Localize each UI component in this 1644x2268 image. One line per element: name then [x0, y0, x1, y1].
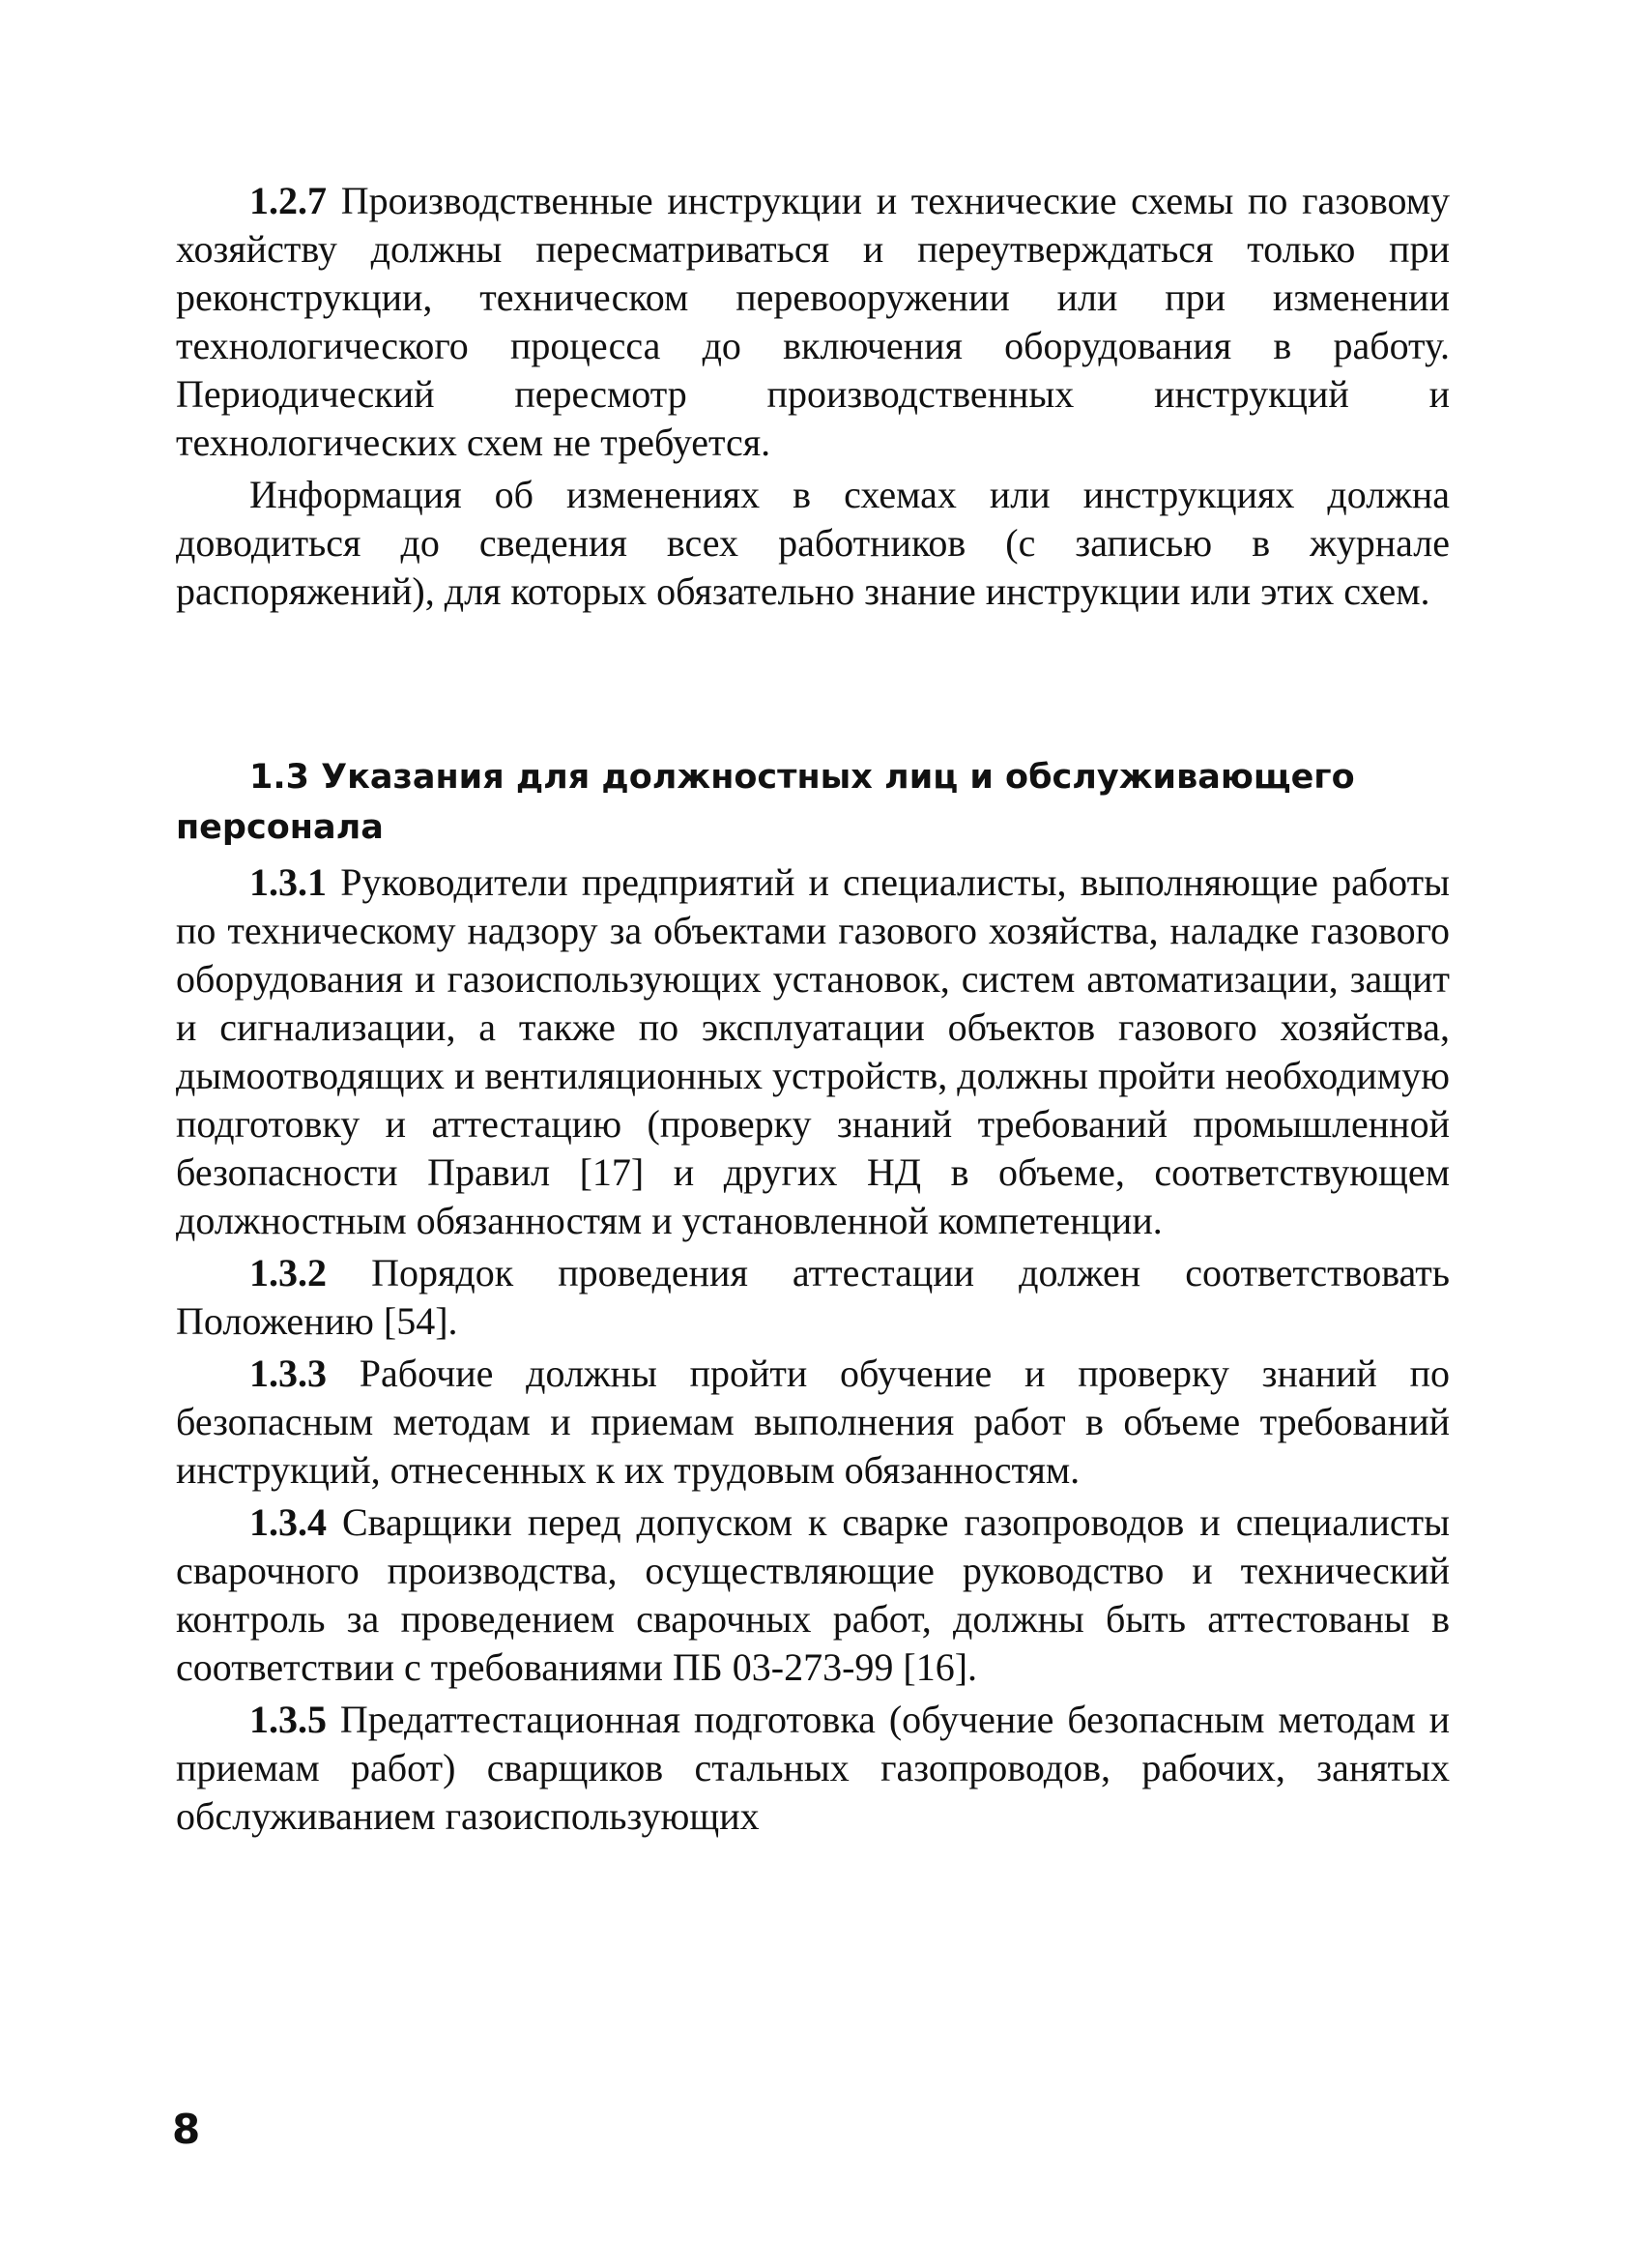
clause-text: Порядок проведения аттестации должен соответствовать Положению [54]. — [176, 1251, 1451, 1343]
paragraph-1-3-4 — [176, 1498, 1450, 1692]
clause-text: Сварщики перед допуском к сварке газопроводов и специалисты сварочного производства, осуществляющие руководство и технический контроль за проведением сварочных работ, должны быть аттестованы в соответствии с требованиями ПБ 03-273-99 [16]. — [176, 1500, 1450, 1689]
clause-text: Руководители предприятий и специалисты, выполняющие работы по техническому надзору за объектами газового хозяйства, наладке газового оборудования и газоиспользующих установок, систем автоматизации, защит и сигнализации, а также по эксплуатации объектов газового хозяйства, дымоотводящих и вентиляционных устройств, должны пройти необходимую подготовку и аттестацию (проверку знаний требований промышленной безопасности Правил [17] и других НД в объеме, соответствующем должностным обязанностям и установленной компетенции. — [176, 860, 1451, 1242]
paragraph-1-2-7 — [176, 177, 1450, 467]
clause-text: Рабочие должны пройти обучение и проверку знаний по безопасным методам и приемам выполнения работ в объеме требований инструкций, отнесенных к их трудовым обязанностям. — [176, 1352, 1451, 1492]
paragraph-1-3-1 — [176, 858, 1450, 1245]
clause-number: 1.3.5 — [249, 1698, 327, 1741]
clause-number: 1.3.1 — [249, 860, 327, 904]
clause-number: 1.2.7 — [249, 179, 327, 222]
clause-text: Производственные инструкции и технические схемы по газовому хозяйству должны пересматриваться и переутверждаться только при реконструкции, техническом перевооружении или при изменении технологического процесса до включения оборудования в работу. Периодический пересмотр производственных инструкций и технологических схем не требуется. — [176, 179, 1451, 464]
section-1-3-items — [176, 858, 1450, 1841]
section-1-2-7 — [176, 177, 1450, 616]
clause-number: 1.3.4 — [249, 1500, 327, 1544]
paragraph-1-3-5 — [176, 1696, 1450, 1841]
clause-text: Предаттестационная подготовка (обучение безопасным методам и приемам работ) сварщиков стальных газопроводов, рабочих, занятых обслуживанием газоиспользующих — [176, 1698, 1450, 1838]
heading-line-2: персонала — [176, 808, 384, 847]
paragraph-information: Информация об изменениях в схемах или инструкциях должна доводиться до сведения всех работников (с записью в журнале распоряжений), для которых обязательно знание инструкции или этих схем. — [176, 473, 1450, 613]
page-number: 8 — [172, 2106, 201, 2153]
clause-number: 1.3.2 — [249, 1251, 327, 1294]
section-heading-1-3 — [176, 752, 1523, 853]
heading-line-1: 1.3 Указания для должностных лиц и обслуживающего — [249, 758, 1355, 797]
paragraph-1-3-2 — [176, 1249, 1450, 1346]
paragraph-1-3-3 — [176, 1350, 1450, 1495]
clause-number: 1.3.3 — [249, 1352, 327, 1395]
